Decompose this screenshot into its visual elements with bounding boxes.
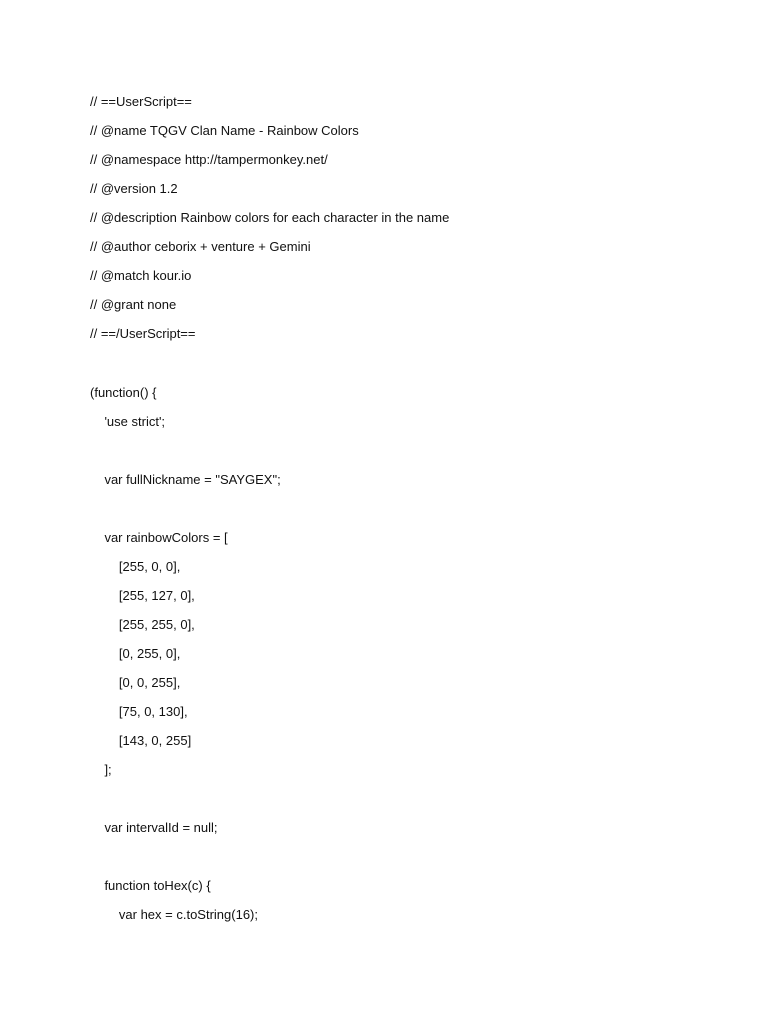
code-line: (function() { [90, 384, 157, 400]
code-line: // ==/UserScript== [90, 326, 196, 342]
code-line: ]; [90, 762, 112, 778]
code-line: [255, 0, 0], [90, 558, 181, 574]
code-line: // @namespace http://tampermonkey.net/ [90, 152, 328, 168]
code-line: 'use strict'; [90, 413, 166, 429]
code-line: [255, 255, 0], [90, 616, 195, 632]
code-line: [75, 0, 130], [90, 704, 188, 720]
code-line: var intervalId = null; [90, 820, 218, 836]
code-line: // @version 1.2 [90, 181, 178, 197]
code-line: // @name TQGV Clan Name - Rainbow Colors [90, 123, 359, 139]
code-line: var rainbowColors = [ [90, 529, 228, 545]
code-line: // @author ceborix + venture + Gemini [90, 239, 311, 255]
code-line: // ==UserScript== [90, 94, 192, 109]
code-line: [0, 255, 0], [90, 645, 181, 661]
code-line: function toHex(c) { [90, 878, 211, 894]
code-line: [0, 0, 255], [90, 675, 181, 690]
code-line: [255, 127, 0], [90, 587, 195, 603]
code-line: // @match kour.io [90, 268, 192, 284]
code-line: [143, 0, 255] [90, 733, 192, 749]
code-line: var hex = c.toString(16); [90, 907, 258, 923]
code-line: // @description Rainbow colors for each character in the name [90, 210, 450, 226]
code-line: var fullNickname = "SAYGEX"; [90, 471, 281, 487]
code-line: // @grant none [90, 297, 177, 313]
